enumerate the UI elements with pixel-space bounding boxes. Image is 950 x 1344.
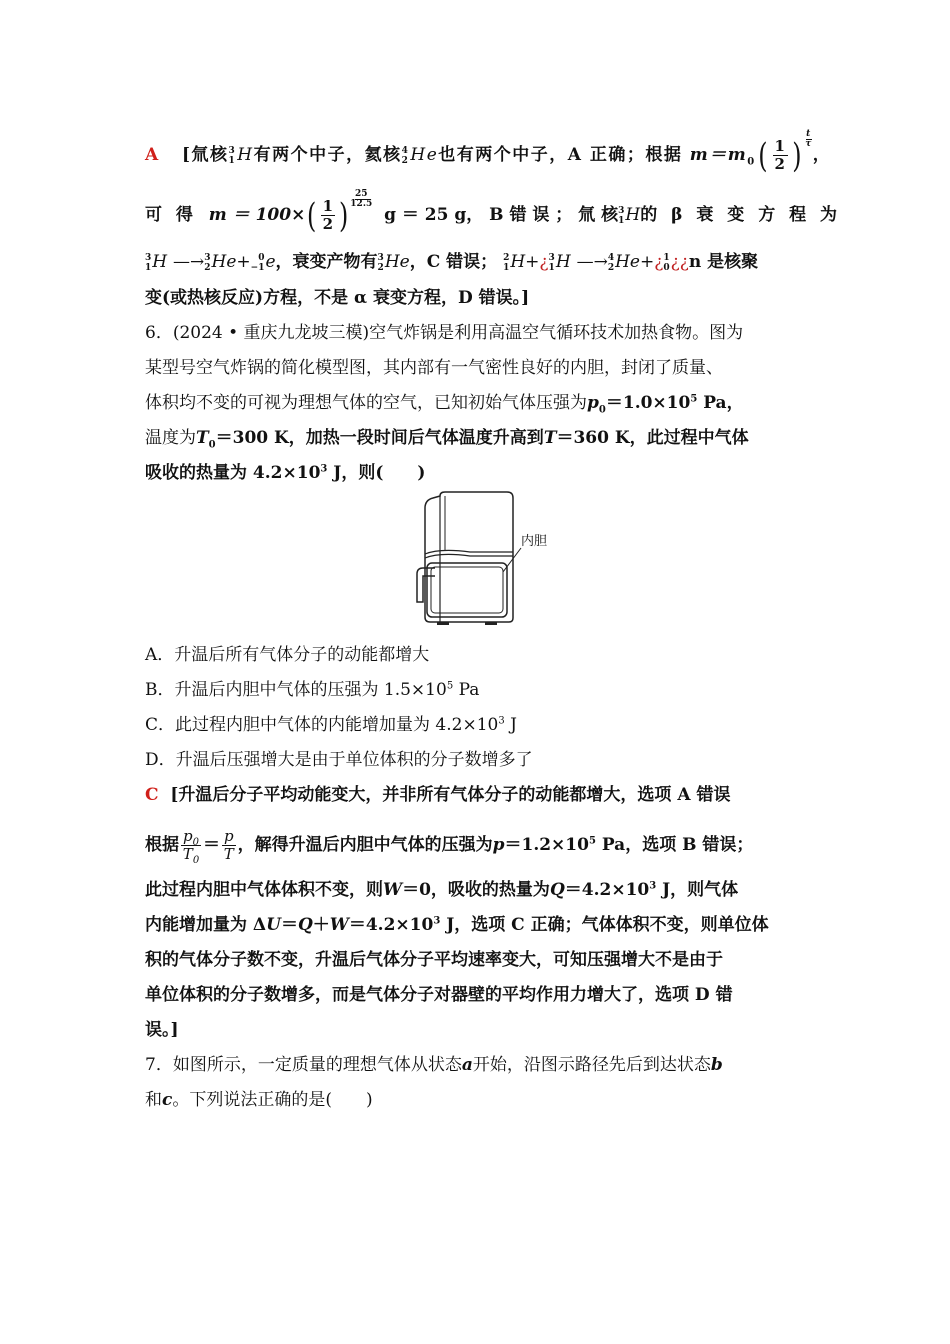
answer5-line3: 3 1 H —→ 3 2 He+ 0 −1 e，衰变产物有 3 2 He，C 错误； 2 1 H+¿ 3 1 H —→ 4 2 He+¿ 1 0 ¿¿n 是核聚 (145, 252, 759, 273)
answer6-letter: C (145, 785, 159, 805)
figure-label-liner: 内胆 (521, 534, 548, 549)
air-fryer-diagram (415, 490, 565, 635)
option-a[interactable]: A．升温后所有气体分子的动能都增大 (145, 645, 430, 665)
question6-line2: 某型号空气炸锅的简化模型图，其内部有一气密性良好的内胆，封闭了质量、 (145, 358, 723, 378)
question6-line3: 体积均不变的可视为理想气体的空气，已知初始气体压强为$p_0=1.0\times 10^5$ Pa， (145, 393, 744, 416)
question6-line4: 温度为$T_0=300$ K，加热一段时间后气体温度升高到T＝360 K，此过程中气体 (145, 428, 749, 451)
answer6-line1: C [升温后分子平均动能变大，并非所有气体分子的动能都增大，选项 A 错误 (145, 785, 731, 805)
question7-line1: 7．如图所示，一定质量的理想气体从状态a开始，沿图示路径先后到达状态b (145, 1055, 723, 1075)
answer5-line4: 变(或热核反应)方程，不是 α 衰变方程，D 错误。] (145, 288, 530, 308)
answer6-line7: 误。] (145, 1020, 179, 1040)
answer6-line5: 积的气体分子数不变，升温后气体分子平均速率变大，可知压强增大不是由于 (145, 950, 723, 970)
option-c[interactable]: C．此过程内胆中气体的内能增加量为 $4.2\times 10^3$ J (145, 715, 517, 735)
question6-line1: 6．(2024 • 重庆九龙坡三模)空气炸锅是利用高温空气循环技术加热食物。图为 (145, 323, 744, 343)
answer6-line4: 内能增加量为 $\Delta U=Q+W=4.2\times 10^3$ J，选项 C 正确；气体体积不变，则单位体 (145, 915, 769, 935)
question6-line5: 吸收的热量为 $4.2\times 10^3$ J，则( ) (145, 463, 426, 483)
answer6-line2: 根据 $\frac{p_0}{T_0}$ ＝ $\frac{p}{T}$ ，解得升温后内胆中气体的压强为$p=1.2\times 10^5$ Pa，选项 B 错误； (145, 827, 754, 866)
answer5-letter: A (145, 145, 160, 165)
option-d[interactable]: D．升温后压强增大是由于单位体积的分子数增多了 (145, 750, 533, 770)
air-fryer-figure (415, 490, 565, 635)
answer6-line3: 此过程内胆中气体体积不变，则W＝0，吸收的热量为$Q=4.2\times 10^3$ J，则气体 (145, 880, 739, 900)
option-b[interactable]: B．升温后内胆中气体的压强为 $1.5\times 10^5$ Pa (145, 680, 480, 700)
answer6-line6: 单位体积的分子数增多，而是气体分子对器壁的平均作用力增大了，选项 D 错 (145, 985, 733, 1005)
answer5-line1: A [氚核 3 1 H有两个中子，氦核 4 2 He也有两个中子，A 正确；根据 $m=m_0$( $\frac{1}{2}$ ) $\frac{t}{\tau}$ ， (145, 129, 832, 176)
answer5-line2: 可 得 m ＝ 100×( $\frac{1}{2}$ ) $\frac{25}{12.5}$ g ＝ 25 g， B 错 误 ； 氚 核 3 1 H的 β 衰 变 方 程 为 (145, 189, 842, 236)
question7-line2: 和c。下列说法正确的是( ) (145, 1090, 373, 1110)
